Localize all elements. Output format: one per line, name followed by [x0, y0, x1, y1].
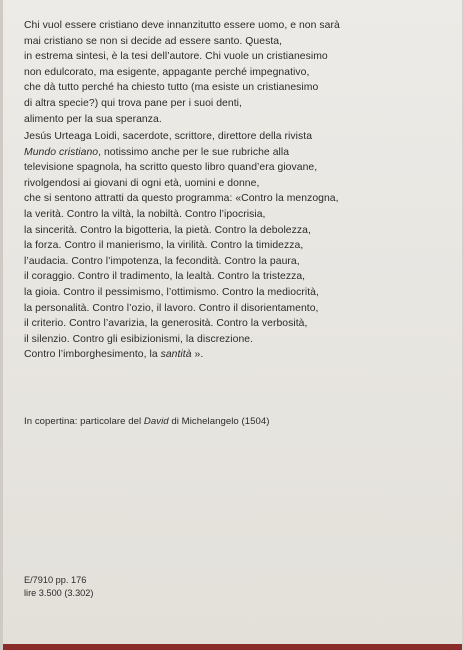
intro-line: che dà tutto perché ha chiesto tutto (ma esiste un cristianesimo: [24, 82, 319, 94]
bio-line: la gioia. Contro il pessimismo, l’ottimismo. Contro la mediocrità,: [24, 286, 319, 298]
bio-line: la sincerità. Contro la bigotteria, la pietà. Contro la debolezza,: [24, 224, 311, 236]
santita-word: santità: [160, 349, 192, 361]
intro-line: in estrema sintesi, è la tesi dell’autore. Chi vuole un cristianesimo: [24, 51, 328, 63]
bio-line: Jesús Urteaga Loidi, sacerdote, scrittore, direttore della rivista: [24, 131, 313, 142]
bio-line: rivolgendosi ai giovani di ogni età, uomini e donne,: [24, 177, 260, 189]
bio-line: il silenzio. Contro gli esibizionismi, la discrezione.: [24, 333, 254, 345]
intro-line: alimento per la sua speranza.: [24, 113, 162, 125]
intro-line: mai cristiano se non si decide ad essere santo. Questa,: [24, 35, 283, 47]
bio-line: che si sentono attratti da questo programma: «Contro la menzogna,: [24, 193, 339, 205]
catalog-code: E/7910 pp. 176: [24, 575, 87, 585]
bio-line: la verità. Contro la viltà, la nobiltà. Contro l’ipocrisia,: [24, 208, 266, 220]
bio-line: la forza. Contro il manierismo, la virilità. Contro la timidezza,: [24, 240, 304, 252]
cover-credit: In copertina: particolare del David di Michelangelo (1504): [24, 416, 270, 427]
intro-line: di altra specie?) qui trova pane per i suoi denti,: [24, 97, 242, 109]
artwork-title: David: [143, 416, 169, 427]
author-bio-paragraph: [24, 129, 444, 363]
intro-line: Chi vuol essere cristiano deve innanzitutto essere uomo, e non sarà: [24, 20, 340, 31]
intro-line: non edulcorato, ma esigente, appagante perché impegnativo,: [24, 66, 310, 78]
bio-line: il criterio. Contro l’avarizia, la generosità. Contro la verbosità,: [24, 318, 308, 330]
book-info: [24, 574, 93, 600]
intro-paragraph: [24, 18, 444, 127]
bio-line: Mundo cristiano, notissimo anche per le sue rubriche alla: [24, 146, 290, 158]
bio-line: televisione spagnola, ha scritto questo libro quand’era giovane,: [24, 162, 318, 174]
bio-line: l’audacia. Contro l’impotenza, la fecondità. Contro la paura,: [24, 255, 300, 267]
bio-line: la personalità. Contro l’ozio, il lavoro. Contro il disorientamento,: [24, 302, 319, 314]
bio-line: Contro l’imborghesimento, la santità ».: [24, 349, 204, 361]
bio-line: il coraggio. Contro il tradimento, la lealtà. Contro la tristezza,: [24, 271, 306, 283]
price: lire 3.500 (3.302): [24, 588, 94, 598]
magazine-title: Mundo cristiano: [24, 146, 99, 158]
